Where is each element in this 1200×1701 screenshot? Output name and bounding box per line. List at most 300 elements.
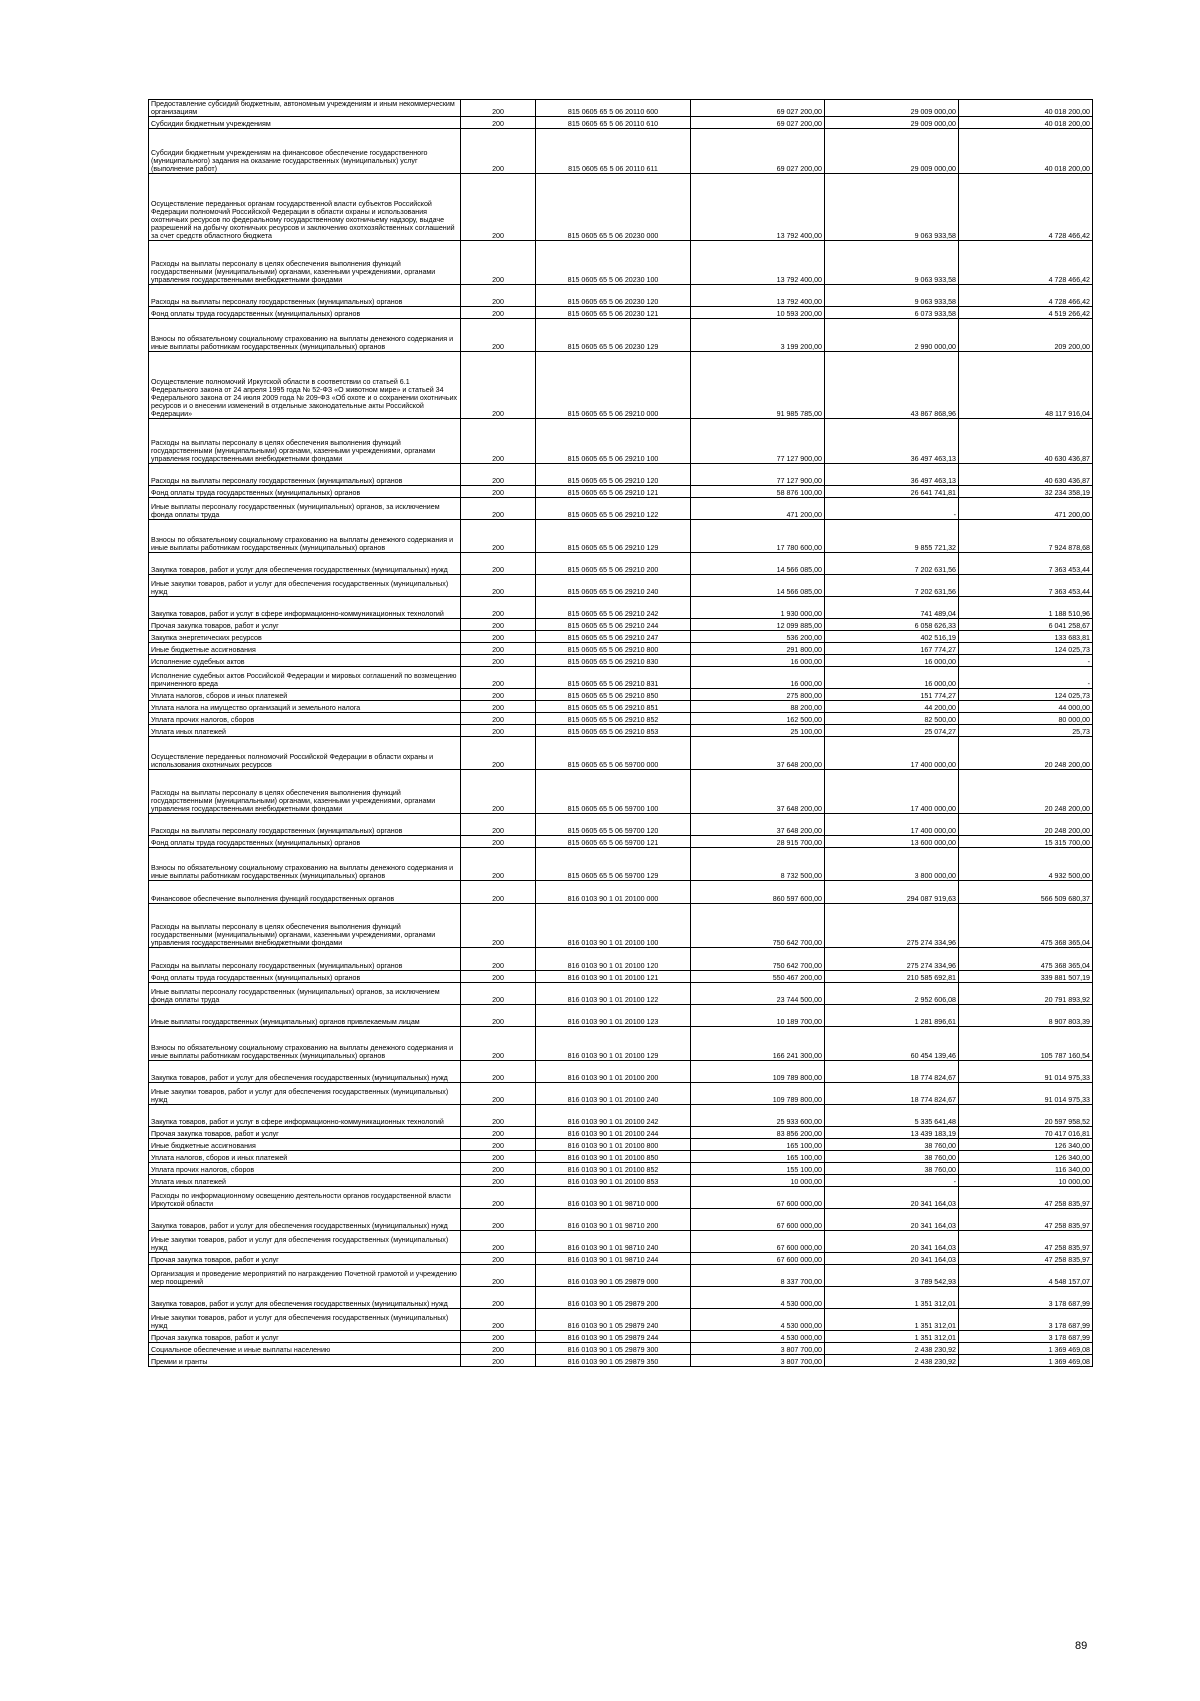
row-remaining: 47 258 835,97: [959, 1253, 1093, 1265]
row-approved: 3 199 200,00: [691, 319, 825, 352]
row-budget-code: 816 0103 90 1 01 20100 100: [536, 904, 691, 948]
row-line-code: 200: [461, 1083, 536, 1105]
row-executed: 9 063 933,58: [825, 285, 959, 307]
table-row: [149, 1127, 1093, 1139]
row-line-code: 200: [461, 1309, 536, 1331]
row-name: Прочая закупка товаров, работ и услуг: [149, 1127, 461, 1139]
row-approved: 4 530 000,00: [691, 1309, 825, 1331]
row-line-code: 200: [461, 498, 536, 520]
row-line-code: 200: [461, 1163, 536, 1175]
budget-execution-table: [148, 99, 1093, 1367]
row-budget-code: 815 0605 65 5 06 29210 120: [536, 464, 691, 486]
row-name: Иные выплаты государственных (муниципальных) органов привлекаемым лицам: [149, 1005, 461, 1027]
row-budget-code: 816 0103 90 1 01 20100 121: [536, 971, 691, 983]
row-line-code: 200: [461, 1287, 536, 1309]
row-approved: 165 100,00: [691, 1139, 825, 1151]
table-row: [149, 1265, 1093, 1287]
row-name: Закупка товаров, работ и услуг для обеспечения государственных (муниципальных) нужд: [149, 1209, 461, 1231]
row-line-code: 200: [461, 1105, 536, 1127]
row-name: Закупка товаров, работ и услуг для обеспечения государственных (муниципальных) нужд: [149, 553, 461, 575]
row-name: Расходы на выплаты персоналу государственных (муниципальных) органов: [149, 948, 461, 971]
row-approved: 91 985 785,00: [691, 352, 825, 419]
row-approved: 67 600 000,00: [691, 1231, 825, 1253]
table-row: [149, 241, 1093, 285]
row-remaining: 4 548 157,07: [959, 1265, 1093, 1287]
row-approved: 8 337 700,00: [691, 1265, 825, 1287]
row-line-code: 200: [461, 117, 536, 129]
row-name: Исполнение судебных актов Российской Федерации и мировых соглашений по возмещению причиненного вреда: [149, 667, 461, 689]
row-budget-code: 816 0103 90 1 01 20100 850: [536, 1151, 691, 1163]
row-approved: 3 807 700,00: [691, 1355, 825, 1367]
row-name: Уплата прочих налогов, сборов: [149, 713, 461, 725]
row-name: Расходы на выплаты персоналу государственных (муниципальных) органов: [149, 285, 461, 307]
table-row: [149, 701, 1093, 713]
row-executed: 5 335 641,48: [825, 1105, 959, 1127]
table-row: [149, 814, 1093, 836]
row-name: Уплата налогов, сборов и иных платежей: [149, 689, 461, 701]
row-remaining: -: [959, 667, 1093, 689]
row-approved: 67 600 000,00: [691, 1253, 825, 1265]
row-name: Взносы по обязательному социальному страхованию на выплаты денежного содержания и иные выплаты работникам государственных (муниципальных) органов: [149, 319, 461, 352]
row-budget-code: 816 0103 90 1 05 29879 300: [536, 1343, 691, 1355]
row-name: Расходы на выплаты персоналу в целях обеспечения выполнения функций государственными (муниципальными) органами, казенными учреждениями, органами управления государственными внебюджетными фондами: [149, 241, 461, 285]
row-name: Иные закупки товаров, работ и услуг для обеспечения государственных (муниципальных) нужд: [149, 1231, 461, 1253]
row-line-code: 200: [461, 836, 536, 848]
row-budget-code: 816 0103 90 1 01 20100 853: [536, 1175, 691, 1187]
row-budget-code: 816 0103 90 1 01 20100 122: [536, 983, 691, 1005]
row-budget-code: 816 0103 90 1 01 20100 852: [536, 1163, 691, 1175]
row-remaining: 1 369 469,08: [959, 1355, 1093, 1367]
table-row: [149, 881, 1093, 904]
row-executed: 2 438 230,92: [825, 1355, 959, 1367]
row-line-code: 200: [461, 713, 536, 725]
row-executed: 38 760,00: [825, 1151, 959, 1163]
table-row: [149, 1163, 1093, 1175]
table-row: [149, 1355, 1093, 1367]
row-remaining: 20 791 893,92: [959, 983, 1093, 1005]
row-line-code: 200: [461, 1005, 536, 1027]
table-row: [149, 575, 1093, 597]
row-remaining: 124 025,73: [959, 643, 1093, 655]
table-row: [149, 520, 1093, 553]
row-remaining: 4 932 500,00: [959, 848, 1093, 881]
row-approved: 10 000,00: [691, 1175, 825, 1187]
row-line-code: 200: [461, 983, 536, 1005]
row-approved: 536 200,00: [691, 631, 825, 643]
row-remaining: 126 340,00: [959, 1151, 1093, 1163]
row-line-code: 200: [461, 1253, 536, 1265]
row-line-code: 200: [461, 1187, 536, 1209]
row-budget-code: 816 0103 90 1 01 20100 242: [536, 1105, 691, 1127]
row-executed: 2 990 000,00: [825, 319, 959, 352]
row-budget-code: 816 0103 90 1 05 29879 200: [536, 1287, 691, 1309]
row-executed: 13 439 183,19: [825, 1127, 959, 1139]
row-executed: 3 800 000,00: [825, 848, 959, 881]
row-remaining: 105 787 160,54: [959, 1027, 1093, 1061]
row-remaining: 80 000,00: [959, 713, 1093, 725]
row-line-code: 200: [461, 689, 536, 701]
row-executed: 9 063 933,58: [825, 241, 959, 285]
row-remaining: 47 258 835,97: [959, 1231, 1093, 1253]
row-remaining: 10 000,00: [959, 1175, 1093, 1187]
row-name: Расходы на выплаты персоналу государственных (муниципальных) органов: [149, 814, 461, 836]
row-approved: 4 530 000,00: [691, 1287, 825, 1309]
row-name: Прочая закупка товаров, работ и услуг: [149, 1331, 461, 1343]
row-executed: 20 341 164,03: [825, 1187, 959, 1209]
table-row: [149, 1287, 1093, 1309]
row-approved: 162 500,00: [691, 713, 825, 725]
row-remaining: 48 117 916,04: [959, 352, 1093, 419]
row-approved: 13 792 400,00: [691, 285, 825, 307]
row-name: Осуществление переданных полномочий Российской Федерации в области охраны и использования охотничьих ресурсов: [149, 737, 461, 770]
row-name: Иные бюджетные ассигнования: [149, 1139, 461, 1151]
row-budget-code: 815 0605 65 5 06 20110 600: [536, 100, 691, 117]
row-budget-code: 815 0605 65 5 06 29210 100: [536, 419, 691, 464]
row-budget-code: 816 0103 90 1 01 20100 120: [536, 948, 691, 971]
row-approved: 109 789 800,00: [691, 1061, 825, 1083]
row-approved: 14 566 085,00: [691, 553, 825, 575]
row-line-code: 200: [461, 129, 536, 174]
table-row: [149, 174, 1093, 241]
row-approved: 275 800,00: [691, 689, 825, 701]
row-executed: 7 202 631,56: [825, 575, 959, 597]
row-approved: 155 100,00: [691, 1163, 825, 1175]
row-budget-code: 815 0605 65 5 06 59700 120: [536, 814, 691, 836]
row-remaining: 4 728 466,42: [959, 174, 1093, 241]
row-name: Иные выплаты персоналу государственных (муниципальных) органов, за исключением фонда оплаты труда: [149, 983, 461, 1005]
row-budget-code: 815 0605 65 5 06 29210 121: [536, 486, 691, 498]
row-name: Закупка товаров, работ и услуг в сфере информационно-коммуникационных технологий: [149, 597, 461, 619]
row-remaining: 8 907 803,39: [959, 1005, 1093, 1027]
row-executed: 36 497 463,13: [825, 464, 959, 486]
row-executed: 210 585 692,81: [825, 971, 959, 983]
row-executed: 36 497 463,13: [825, 419, 959, 464]
row-budget-code: 816 0103 90 1 01 20100 200: [536, 1061, 691, 1083]
row-executed: 1 281 896,61: [825, 1005, 959, 1027]
row-executed: -: [825, 498, 959, 520]
row-name: Иные бюджетные ассигнования: [149, 643, 461, 655]
row-remaining: 4 519 266,42: [959, 307, 1093, 319]
table-row: [149, 948, 1093, 971]
row-remaining: 116 340,00: [959, 1163, 1093, 1175]
row-executed: 20 341 164,03: [825, 1253, 959, 1265]
row-line-code: 200: [461, 1343, 536, 1355]
row-budget-code: 815 0605 65 5 06 20230 129: [536, 319, 691, 352]
row-executed: 38 760,00: [825, 1163, 959, 1175]
page-number: 89: [1075, 1640, 1088, 1652]
row-executed: 275 274 334,96: [825, 948, 959, 971]
row-name: Иные закупки товаров, работ и услуг для обеспечения государственных (муниципальных) нужд: [149, 575, 461, 597]
table-row: [149, 117, 1093, 129]
row-budget-code: 815 0605 65 5 06 59700 100: [536, 770, 691, 814]
row-executed: 20 341 164,03: [825, 1209, 959, 1231]
row-remaining: 7 363 453,44: [959, 553, 1093, 575]
row-approved: 25 933 600,00: [691, 1105, 825, 1127]
row-approved: 3 807 700,00: [691, 1343, 825, 1355]
row-line-code: 200: [461, 1027, 536, 1061]
row-line-code: 200: [461, 643, 536, 655]
row-executed: 294 087 919,63: [825, 881, 959, 904]
row-executed: 38 760,00: [825, 1139, 959, 1151]
row-line-code: 200: [461, 1175, 536, 1187]
row-approved: 13 792 400,00: [691, 174, 825, 241]
row-line-code: 200: [461, 667, 536, 689]
row-name: Уплата прочих налогов, сборов: [149, 1163, 461, 1175]
row-budget-code: 815 0605 65 5 06 20230 000: [536, 174, 691, 241]
row-executed: 17 400 000,00: [825, 814, 959, 836]
row-budget-code: 816 0103 90 1 05 29879 240: [536, 1309, 691, 1331]
row-remaining: 339 881 507,19: [959, 971, 1093, 983]
row-budget-code: 815 0605 65 5 06 29210 800: [536, 643, 691, 655]
row-approved: 37 648 200,00: [691, 737, 825, 770]
row-line-code: 200: [461, 1331, 536, 1343]
table-row: [149, 1139, 1093, 1151]
row-approved: 69 027 200,00: [691, 100, 825, 117]
row-remaining: 475 368 365,04: [959, 904, 1093, 948]
table-row: [149, 770, 1093, 814]
row-budget-code: 815 0605 65 5 06 29210 000: [536, 352, 691, 419]
table-row: [149, 1331, 1093, 1343]
row-name: Иные закупки товаров, работ и услуг для обеспечения государственных (муниципальных) нужд: [149, 1309, 461, 1331]
row-budget-code: 816 0103 90 1 01 98710 000: [536, 1187, 691, 1209]
row-line-code: 200: [461, 1355, 536, 1367]
row-name: Субсидии бюджетным учреждениям: [149, 117, 461, 129]
row-line-code: 200: [461, 352, 536, 419]
row-line-code: 200: [461, 1209, 536, 1231]
table-row: [149, 1253, 1093, 1265]
row-line-code: 200: [461, 881, 536, 904]
row-approved: 58 876 100,00: [691, 486, 825, 498]
row-name: Взносы по обязательному социальному страхованию на выплаты денежного содержания и иные выплаты работникам государственных (муниципальных) органов: [149, 520, 461, 553]
table-row: [149, 713, 1093, 725]
row-line-code: 200: [461, 1265, 536, 1287]
row-name: Уплата иных платежей: [149, 725, 461, 737]
row-executed: 9 855 721,32: [825, 520, 959, 553]
row-executed: 9 063 933,58: [825, 174, 959, 241]
row-approved: 37 648 200,00: [691, 770, 825, 814]
row-approved: 4 530 000,00: [691, 1331, 825, 1343]
row-line-code: 200: [461, 520, 536, 553]
table-row: [149, 1187, 1093, 1209]
table-row: [149, 619, 1093, 631]
row-name: Расходы по информационному освещению деятельности органов государственной власти Иркутской области: [149, 1187, 461, 1209]
table-row: [149, 1231, 1093, 1253]
row-remaining: 40 630 436,87: [959, 464, 1093, 486]
row-line-code: 200: [461, 307, 536, 319]
row-executed: 43 867 868,96: [825, 352, 959, 419]
row-approved: 165 100,00: [691, 1151, 825, 1163]
row-name: Уплата иных платежей: [149, 1175, 461, 1187]
row-approved: 28 915 700,00: [691, 836, 825, 848]
row-name: Расходы на выплаты персоналу в целях обеспечения выполнения функций государственными (муниципальными) органами, казенными учреждениями, органами управления государственными внебюджетными фондами: [149, 770, 461, 814]
row-executed: 16 000,00: [825, 667, 959, 689]
row-name: Осуществление переданных органам государственной власти субъектов Российской Федерации полномочий Российской Федерации в области охраны и использования охотничьих ресурсов по федеральному государственному охотничьему надзору, выдаче разрешений на добычу охотничьих ресурсов и заключению охотхозяйственных соглашений за счет средств областного бюджета: [149, 174, 461, 241]
row-approved: 67 600 000,00: [691, 1187, 825, 1209]
row-executed: 16 000,00: [825, 655, 959, 667]
row-approved: 88 200,00: [691, 701, 825, 713]
row-budget-code: 815 0605 65 5 06 29210 247: [536, 631, 691, 643]
row-executed: 2 438 230,92: [825, 1343, 959, 1355]
row-approved: 10 593 200,00: [691, 307, 825, 319]
row-approved: 23 744 500,00: [691, 983, 825, 1005]
row-approved: 67 600 000,00: [691, 1209, 825, 1231]
row-remaining: 40 018 200,00: [959, 100, 1093, 117]
row-remaining: 20 248 200,00: [959, 737, 1093, 770]
row-name: Закупка товаров, работ и услуг для обеспечения государственных (муниципальных) нужд: [149, 1287, 461, 1309]
table-row: [149, 904, 1093, 948]
row-budget-code: 815 0605 65 5 06 29210 853: [536, 725, 691, 737]
row-name: Осуществление полномочий Иркутской области в соответствии со статьей 6.1 Федерального закона от 24 апреля 1995 года № 52-ФЗ «О животном мире» и статьей 34 Федерального закона от 24 июля 2009 года № 209-ФЗ «Об охоте и о сохранении охотничьих ресурсов и о внесении изменений в отдельные законодательные акты Российской Федерации»: [149, 352, 461, 419]
row-name: Организация и проведение мероприятий по награждению Почетной грамотой и учреждению мер поощрений: [149, 1265, 461, 1287]
row-name: Иные выплаты персоналу государственных (муниципальных) органов, за исключением фонда оплаты труда: [149, 498, 461, 520]
row-budget-code: 815 0605 65 5 06 29210 244: [536, 619, 691, 631]
row-budget-code: 815 0605 65 5 06 29210 200: [536, 553, 691, 575]
row-executed: 29 009 000,00: [825, 100, 959, 117]
row-line-code: 200: [461, 655, 536, 667]
row-executed: 17 400 000,00: [825, 770, 959, 814]
row-budget-code: 815 0605 65 5 06 29210 851: [536, 701, 691, 713]
row-remaining: 6 041 258,67: [959, 619, 1093, 631]
row-executed: 1 351 312,01: [825, 1287, 959, 1309]
row-budget-code: 815 0605 65 5 06 29210 122: [536, 498, 691, 520]
row-name: Взносы по обязательному социальному страхованию на выплаты денежного содержания и иные выплаты работникам государственных (муниципальных) органов: [149, 848, 461, 881]
row-remaining: 7 363 453,44: [959, 575, 1093, 597]
row-approved: 83 856 200,00: [691, 1127, 825, 1139]
row-budget-code: 815 0605 65 5 06 29210 852: [536, 713, 691, 725]
table-body: [149, 100, 1093, 1367]
table-row: [149, 836, 1093, 848]
row-name: Уплата налогов, сборов и иных платежей: [149, 1151, 461, 1163]
row-remaining: 70 417 016,81: [959, 1127, 1093, 1139]
table-row: [149, 553, 1093, 575]
row-line-code: 200: [461, 770, 536, 814]
row-approved: 17 780 600,00: [691, 520, 825, 553]
table-row: [149, 655, 1093, 667]
row-budget-code: 816 0103 90 1 05 29879 244: [536, 1331, 691, 1343]
row-approved: 25 100,00: [691, 725, 825, 737]
row-remaining: 1 369 469,08: [959, 1343, 1093, 1355]
row-line-code: 200: [461, 1231, 536, 1253]
row-line-code: 200: [461, 319, 536, 352]
row-line-code: 200: [461, 948, 536, 971]
budget-table-sheet: [148, 99, 1092, 1367]
row-remaining: 7 924 878,68: [959, 520, 1093, 553]
table-row: [149, 737, 1093, 770]
row-executed: 275 274 334,96: [825, 904, 959, 948]
row-budget-code: 815 0605 65 5 06 20110 611: [536, 129, 691, 174]
table-row: [149, 631, 1093, 643]
row-line-code: 200: [461, 1151, 536, 1163]
row-name: Социальное обеспечение и иные выплаты населению: [149, 1343, 461, 1355]
row-executed: 1 351 312,01: [825, 1331, 959, 1343]
row-name: Субсидии бюджетным учреждениям на финансовое обеспечение государственного (муниципального) задания на оказание государственных (муниципальных) услуг (выполнение работ): [149, 129, 461, 174]
row-line-code: 200: [461, 575, 536, 597]
row-executed: 7 202 631,56: [825, 553, 959, 575]
row-executed: 17 400 000,00: [825, 737, 959, 770]
row-line-code: 200: [461, 848, 536, 881]
table-row: [149, 1083, 1093, 1105]
row-line-code: 200: [461, 737, 536, 770]
table-row: [149, 725, 1093, 737]
row-name: Фонд оплаты труда государственных (муниципальных) органов: [149, 971, 461, 983]
row-approved: 12 099 885,00: [691, 619, 825, 631]
table-row: [149, 1151, 1093, 1163]
table-row: [149, 1175, 1093, 1187]
row-approved: 8 732 500,00: [691, 848, 825, 881]
row-remaining: 20 248 200,00: [959, 814, 1093, 836]
row-remaining: 133 683,81: [959, 631, 1093, 643]
row-line-code: 200: [461, 597, 536, 619]
row-line-code: 200: [461, 1127, 536, 1139]
row-remaining: 3 178 687,99: [959, 1287, 1093, 1309]
row-remaining: 47 258 835,97: [959, 1187, 1093, 1209]
row-name: Премии и гранты: [149, 1355, 461, 1367]
table-row: [149, 1105, 1093, 1127]
table-row: [149, 1005, 1093, 1027]
row-approved: 471 200,00: [691, 498, 825, 520]
row-name: Уплата налога на имущество организаций и земельного налога: [149, 701, 461, 713]
row-line-code: 200: [461, 464, 536, 486]
row-line-code: 200: [461, 814, 536, 836]
row-executed: 18 774 824,67: [825, 1061, 959, 1083]
row-name: Закупка энергетических ресурсов: [149, 631, 461, 643]
table-row: [149, 643, 1093, 655]
row-budget-code: 815 0605 65 5 06 20110 610: [536, 117, 691, 129]
row-line-code: 200: [461, 1061, 536, 1083]
row-budget-code: 816 0103 90 1 01 20100 244: [536, 1127, 691, 1139]
row-name: Исполнение судебных актов: [149, 655, 461, 667]
table-row: [149, 419, 1093, 464]
row-executed: 402 516,19: [825, 631, 959, 643]
row-line-code: 200: [461, 1139, 536, 1151]
row-approved: 291 800,00: [691, 643, 825, 655]
row-budget-code: 816 0103 90 1 01 98710 200: [536, 1209, 691, 1231]
table-row: [149, 498, 1093, 520]
row-name: Иные закупки товаров, работ и услуг для обеспечения государственных (муниципальных) нужд: [149, 1083, 461, 1105]
row-approved: 13 792 400,00: [691, 241, 825, 285]
row-line-code: 200: [461, 725, 536, 737]
row-name: Закупка товаров, работ и услуг в сфере информационно-коммуникационных технологий: [149, 1105, 461, 1127]
row-executed: 18 774 824,67: [825, 1083, 959, 1105]
row-approved: 69 027 200,00: [691, 129, 825, 174]
row-name: Закупка товаров, работ и услуг для обеспечения государственных (муниципальных) нужд: [149, 1061, 461, 1083]
row-name: Фонд оплаты труда государственных (муниципальных) органов: [149, 486, 461, 498]
row-line-code: 200: [461, 904, 536, 948]
row-budget-code: 815 0605 65 5 06 20230 100: [536, 241, 691, 285]
row-line-code: 200: [461, 619, 536, 631]
row-approved: 14 566 085,00: [691, 575, 825, 597]
table-row: [149, 285, 1093, 307]
row-budget-code: 815 0605 65 5 06 59700 129: [536, 848, 691, 881]
row-budget-code: 816 0103 90 1 01 98710 244: [536, 1253, 691, 1265]
row-budget-code: 816 0103 90 1 01 20100 000: [536, 881, 691, 904]
row-remaining: 471 200,00: [959, 498, 1093, 520]
row-budget-code: 816 0103 90 1 01 98710 240: [536, 1231, 691, 1253]
row-approved: 550 467 200,00: [691, 971, 825, 983]
row-budget-code: 815 0605 65 5 06 29210 830: [536, 655, 691, 667]
row-executed: 44 200,00: [825, 701, 959, 713]
row-approved: 1 930 000,00: [691, 597, 825, 619]
row-budget-code: 816 0103 90 1 01 20100 129: [536, 1027, 691, 1061]
row-name: Предоставление субсидий бюджетным, автономным учреждениям и иным некоммерческим организациям: [149, 100, 461, 117]
table-row: [149, 667, 1093, 689]
row-remaining: 40 630 436,87: [959, 419, 1093, 464]
row-remaining: 1 188 510,96: [959, 597, 1093, 619]
row-remaining: 40 018 200,00: [959, 129, 1093, 174]
row-executed: 1 351 312,01: [825, 1309, 959, 1331]
row-line-code: 200: [461, 100, 536, 117]
row-remaining: 124 025,73: [959, 689, 1093, 701]
